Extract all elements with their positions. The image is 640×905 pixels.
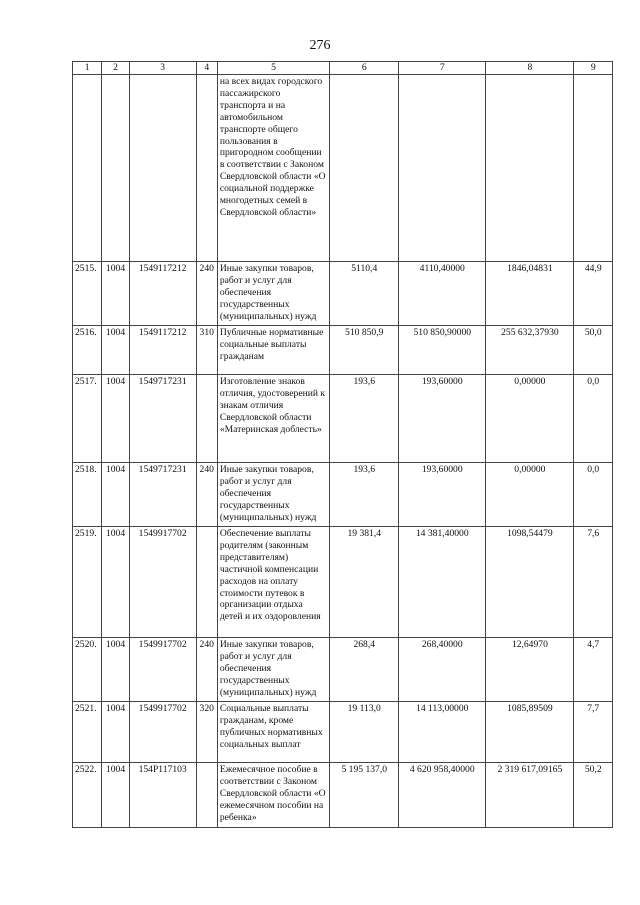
target-code-cell: 154P117103 [129,763,196,828]
target-code-cell: 1549917702 [129,702,196,763]
target-code-cell: 1549717231 [129,463,196,527]
target-code-cell: 1549717231 [129,375,196,463]
column-header: 4 [196,62,217,75]
execution-percent-cell: 50,0 [574,326,613,375]
column-header: 8 [486,62,574,75]
table-row [73,527,613,638]
target-code-cell: 1549917702 [129,638,196,702]
row-number-cell: 2517. [73,375,102,463]
executed-amount-cell: 12,64970 [486,638,574,702]
table-row [73,702,613,763]
table-body [73,62,613,828]
row-number-cell: 2519. [73,527,102,638]
target-code-cell: 1549117212 [129,326,196,375]
item-name-cell: Обеспечение выплаты родителям (законным представителям) частичной компенсации расходов на оплату стоимости путевок в организации отдыха детей и их оздоровления [217,527,329,638]
section-code-cell: 1004 [102,527,129,638]
column-header: 3 [129,62,196,75]
approved-amount-cell [399,75,486,262]
table-row [73,75,613,262]
approved-amount-cell: 4 620 958,40000 [399,763,486,828]
column-header: 7 [399,62,486,75]
section-code-cell: 1004 [102,375,129,463]
approved-amount-cell: 193,60000 [399,375,486,463]
section-code-cell: 1004 [102,638,129,702]
plan-amount-cell: 19 381,4 [330,527,399,638]
expense-type-cell: 320 [196,702,217,763]
expense-type-cell [196,75,217,262]
table-row [73,375,613,463]
section-code-cell: 1004 [102,326,129,375]
execution-percent-cell: 7,6 [574,527,613,638]
column-header: 5 [217,62,329,75]
row-number-cell: 2520. [73,638,102,702]
column-header-row [73,62,613,75]
item-name-cell: Иные закупки товаров, работ и услуг для обеспечения государственных (муниципальных) нужд [217,463,329,527]
approved-amount-cell: 14 381,40000 [399,527,486,638]
plan-amount-cell: 193,6 [330,375,399,463]
executed-amount-cell: 0,00000 [486,375,574,463]
expense-type-cell: 240 [196,262,217,326]
section-code-cell: 1004 [102,763,129,828]
executed-amount-cell: 1098,54479 [486,527,574,638]
expense-type-cell [196,375,217,463]
item-name-cell: Публичные нормативные социальные выплаты гражданам [217,326,329,375]
expense-type-cell [196,763,217,828]
approved-amount-cell: 4110,40000 [399,262,486,326]
table-row [73,638,613,702]
column-header: 6 [330,62,399,75]
column-header: 2 [102,62,129,75]
executed-amount-cell: 255 632,37930 [486,326,574,375]
table-row [73,262,613,326]
target-code-cell: 1549917702 [129,527,196,638]
executed-amount-cell: 2 319 617,09165 [486,763,574,828]
section-code-cell [102,75,129,262]
execution-percent-cell: 4,7 [574,638,613,702]
row-number-cell [73,75,102,262]
execution-percent-cell: 44,9 [574,262,613,326]
item-name-cell: на всех видах городского пассажирского транспорта и на автомобильном транспорте общего пользования в пригородном сообщении в соответствии с Законом Свердловской области «О социальной поддержке многодетных семей в Свердловской области» [217,75,329,262]
execution-percent-cell: 0,0 [574,375,613,463]
row-number-cell: 2515. [73,262,102,326]
executed-amount-cell: 0,00000 [486,463,574,527]
plan-amount-cell: 19 113,0 [330,702,399,763]
plan-amount-cell: 193,6 [330,463,399,527]
item-name-cell: Социальные выплаты гражданам, кроме публичных нормативных социальных выплат [217,702,329,763]
item-name-cell: Ежемесячное пособие в соответствии с Законом Свердловской области «О ежемесячном пособии на ребенка» [217,763,329,828]
row-number-cell: 2516. [73,326,102,375]
approved-amount-cell: 14 113,00000 [399,702,486,763]
table-row [73,763,613,828]
execution-percent-cell: 7,7 [574,702,613,763]
plan-amount-cell: 5110,4 [330,262,399,326]
execution-percent-cell: 50,2 [574,763,613,828]
expense-type-cell: 240 [196,463,217,527]
plan-amount-cell: 510 850,9 [330,326,399,375]
plan-amount-cell [330,75,399,262]
row-number-cell: 2522. [73,763,102,828]
execution-percent-cell [574,75,613,262]
expense-type-cell: 240 [196,638,217,702]
approved-amount-cell: 510 850,90000 [399,326,486,375]
page-number: 276 [309,38,331,53]
approved-amount-cell: 193,60000 [399,463,486,527]
expense-type-cell: 310 [196,326,217,375]
column-header: 9 [574,62,613,75]
expense-type-cell [196,527,217,638]
target-code-cell: 1549117212 [129,262,196,326]
executed-amount-cell [486,75,574,262]
item-name-cell: Изготовление знаков отличия, удостоверений к знакам отличия Свердловской области «Материнская доблесть» [217,375,329,463]
plan-amount-cell: 268,4 [330,638,399,702]
section-code-cell: 1004 [102,463,129,527]
column-header: 1 [73,62,102,75]
item-name-cell: Иные закупки товаров, работ и услуг для обеспечения государственных (муниципальных) нужд [217,262,329,326]
plan-amount-cell: 5 195 137,0 [330,763,399,828]
table-row [73,463,613,527]
executed-amount-cell: 1846,04831 [486,262,574,326]
approved-amount-cell: 268,40000 [399,638,486,702]
budget-table [72,61,613,828]
section-code-cell: 1004 [102,262,129,326]
row-number-cell: 2518. [73,463,102,527]
section-code-cell: 1004 [102,702,129,763]
executed-amount-cell: 1085,89509 [486,702,574,763]
table-row [73,326,613,375]
execution-percent-cell: 0,0 [574,463,613,527]
row-number-cell: 2521. [73,702,102,763]
target-code-cell [129,75,196,262]
item-name-cell: Иные закупки товаров, работ и услуг для обеспечения государственных (муниципальных) нужд [217,638,329,702]
